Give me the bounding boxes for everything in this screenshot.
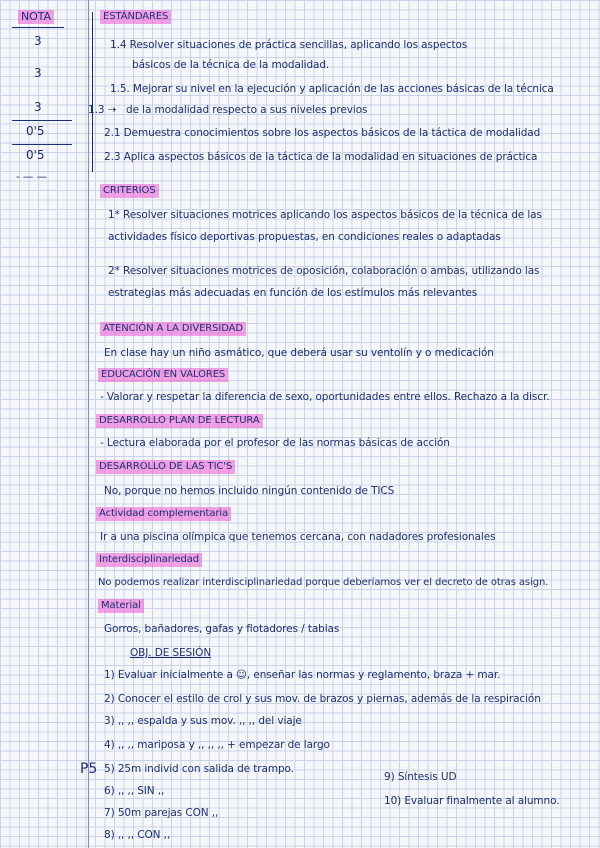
sesion-item-9: 9) Síntesis UD [384, 771, 457, 783]
sesion-item-7: 7) 50m parejas CON ,, [104, 807, 219, 819]
estandares-bracket [92, 12, 93, 172]
estandar-1-5-cont: de la modalidad respecto a sus niveles previos [126, 104, 368, 116]
score-4: 0'5 [26, 124, 45, 138]
score-1: 3 [34, 34, 42, 48]
sesion-title: OBJ. DE SESIÓN [130, 647, 212, 659]
sesion-margin-mark: P5 [80, 761, 98, 777]
complementaria-title: Actividad complementaria [96, 507, 231, 521]
estandar-2-1: 2.1 Demuestra conocimientos sobre los aspectos básicos de la táctica de modalidad [104, 127, 541, 139]
sesion-item-10: 10) Evaluar finalmente al alumno. [384, 795, 560, 807]
score-2: 3 [34, 66, 42, 80]
score-divider-2 [12, 144, 72, 145]
criterio-1-cont: actividades físico deportivas propuestas, en condiciones reales o adaptadas [108, 231, 501, 243]
tics-text: No, porque no hemos incluido ningún contenido de TICS [104, 485, 395, 497]
margin-note-1-3: 1.3 ⇢ [88, 104, 117, 116]
sesion-item-1: 1) Evaluar inicialmente a ☺, enseñar las normas y reglamento, braza + mar. [104, 669, 501, 681]
left-dashes: - — — [16, 171, 47, 183]
educacion-title: EDUCACIÓN EN VALORES [98, 368, 228, 382]
estandar-2-3: 2.3 Aplica aspectos básicos de la táctica de la modalidad en situaciones de práctica [104, 151, 538, 163]
interdisciplinariedad-title: Interdisciplinariedad [96, 553, 202, 567]
sesion-item-5: 5) 25m individ con salida de trampo. [104, 763, 294, 775]
educacion-text: - Valorar y respetar la diferencia de sexo, oportunidades entre ellos. Rechazo a la discr. [100, 391, 550, 403]
estandares-title: ESTÁNDARES [100, 10, 171, 24]
score-5: 0'5 [26, 148, 45, 162]
criterio-2-cont: estrategias más adecuadas en función de los estímulos más relevantes [108, 287, 478, 299]
criterio-1: 1* Resolver situaciones motrices aplicando los aspectos básicos de la técnica de las [108, 209, 542, 221]
material-title: Material [98, 599, 144, 613]
estandar-1-4-cont: básicos de la técnica de la modalidad. [132, 59, 330, 71]
nota-header: NOTA [18, 10, 54, 24]
criterios-title: CRITERIOS [100, 184, 159, 198]
score-divider-1 [12, 120, 72, 121]
margin-line [88, 0, 89, 848]
estandar-1-5: 1.5. Mejorar su nivel en la ejecución y aplicación de las acciones básicas de la técnica [110, 83, 554, 95]
lectura-text: - Lectura elaborada por el profesor de las normas básicas de acción [100, 437, 450, 449]
material-text: Gorros, bañadores, gafas y flotadores / tablas [104, 623, 340, 635]
complementaria-text: Ir a una piscina olímpica que tenemos cercana, con nadadores profesionales [100, 531, 496, 543]
sesion-item-6: 6) ,, ,, SIN ,, [104, 785, 165, 797]
nota-underline [12, 27, 64, 28]
estandar-1-4: 1.4 Resolver situaciones de práctica sencillas, aplicando los aspectos [110, 39, 468, 51]
sesion-item-2: 2) Conocer el estilo de crol y sus mov. de brazos y piernas, además de la respiración [104, 693, 541, 705]
sesion-item-3: 3) ,, ,, espalda y sus mov. ,, ,, del viaje [104, 715, 302, 727]
sesion-item-8: 8) ,, ,, CON ,, [104, 829, 171, 841]
sesion-item-4: 4) ,, ,, mariposa y ,, ,, ,, + empezar de largo [104, 739, 330, 751]
score-3: 3 [34, 100, 42, 114]
interdisciplinariedad-text: No podemos realizar interdisciplinariedad porque deberíamos ver el decreto de otras asign. [98, 577, 549, 588]
atencion-title: ATENCIÓN A LA DIVERSIDAD [100, 322, 246, 336]
atencion-text: En clase hay un niño asmático, que deberá usar su ventolín y o medicación [104, 347, 494, 359]
criterio-2: 2* Resolver situaciones motrices de oposición, colaboración o ambas, utilizando las [108, 265, 540, 277]
lectura-title: DESARROLLO PLAN DE LECTURA [96, 414, 263, 428]
tics-title: DESARROLLO DE LAS TIC'S [96, 460, 235, 474]
